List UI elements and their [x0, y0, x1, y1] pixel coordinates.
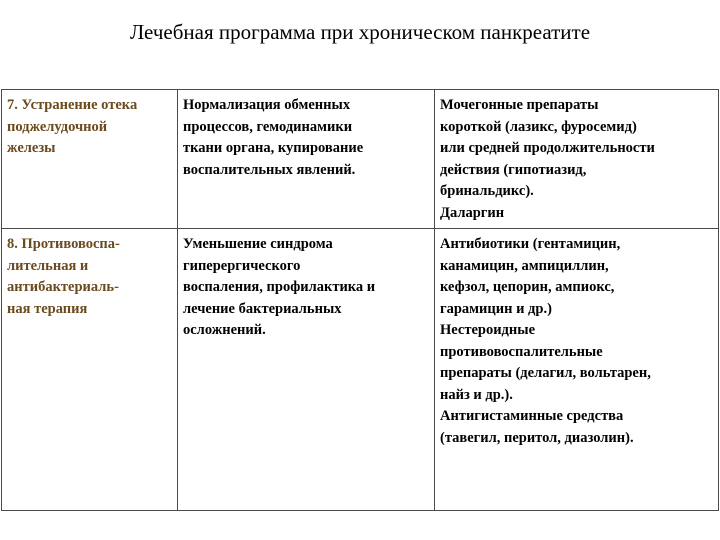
step-text-line: ная терапия: [7, 300, 88, 317]
step-text-line: лительная и: [7, 257, 89, 274]
step-text-line: антибактериаль-: [7, 279, 119, 295]
drugs-text-line: найз и др.).: [440, 386, 513, 403]
drugs-text-line: Антигистаминные средства: [440, 408, 624, 424]
goal-text-line: Уменьшение синдрома: [183, 236, 333, 252]
goal-text-line: Нормализация обменных: [183, 97, 351, 113]
drugs-text-line: действия (гипотиазид,: [440, 161, 587, 178]
goal-text-line: гиперергического: [183, 257, 301, 274]
goal-text-line: воспаления, профилактика и: [183, 279, 376, 295]
drugs-text-line: противовоспалительные: [440, 343, 603, 360]
goal-cell: [178, 229, 435, 511]
goal-text-line: воспалительных явлений.: [183, 161, 356, 178]
drugs-text-line: кефзол, цепорин, ампиокс,: [440, 279, 615, 295]
drugs-text-line: или средней продолжительности: [440, 140, 655, 156]
drugs-text-line: гарамицин и др.): [440, 300, 552, 317]
drugs-text-line: Антибиотики (гентамицин,: [440, 236, 621, 252]
step-text-line: железы: [7, 140, 56, 156]
goal-text-line: процессов, гемодинамики: [183, 118, 353, 135]
drugs-text-line: канамицин, ампициллин,: [440, 257, 609, 274]
drugs-text-line: Мочегонные препараты: [440, 97, 599, 113]
step-cell: [2, 90, 178, 229]
drugs-text-line: короткой (лазикс, фуросемид): [440, 118, 637, 135]
drugs-text-line: Даларгин: [440, 204, 505, 221]
table-row: [2, 90, 719, 229]
step-text-line: 8. Противовоспа-: [7, 236, 120, 252]
drugs-cell: [435, 229, 719, 511]
step-cell: [2, 229, 178, 511]
goal-cell: [178, 90, 435, 229]
goal-text-line: осложнений.: [183, 322, 266, 338]
drugs-text-line: Нестероидные: [440, 322, 536, 338]
drugs-cell: [435, 90, 719, 229]
page-title: Лечебная программа при хроническом панкреатите: [129, 20, 591, 44]
drugs-text-line: препараты (делагил, вольтарен,: [440, 365, 651, 381]
drugs-text-line: (тавегил, перитол, диазолин).: [440, 429, 634, 446]
step-text-line: 7. Устранение отека: [7, 97, 138, 113]
treatment-table: [1, 89, 719, 511]
table-row: [2, 229, 719, 511]
drugs-text-line: бринальдикс).: [440, 183, 534, 199]
step-text-line: поджелудочной: [7, 118, 108, 135]
goal-text-line: ткани органа, купирование: [183, 140, 364, 156]
goal-text-line: лечение бактериальных: [183, 300, 342, 317]
